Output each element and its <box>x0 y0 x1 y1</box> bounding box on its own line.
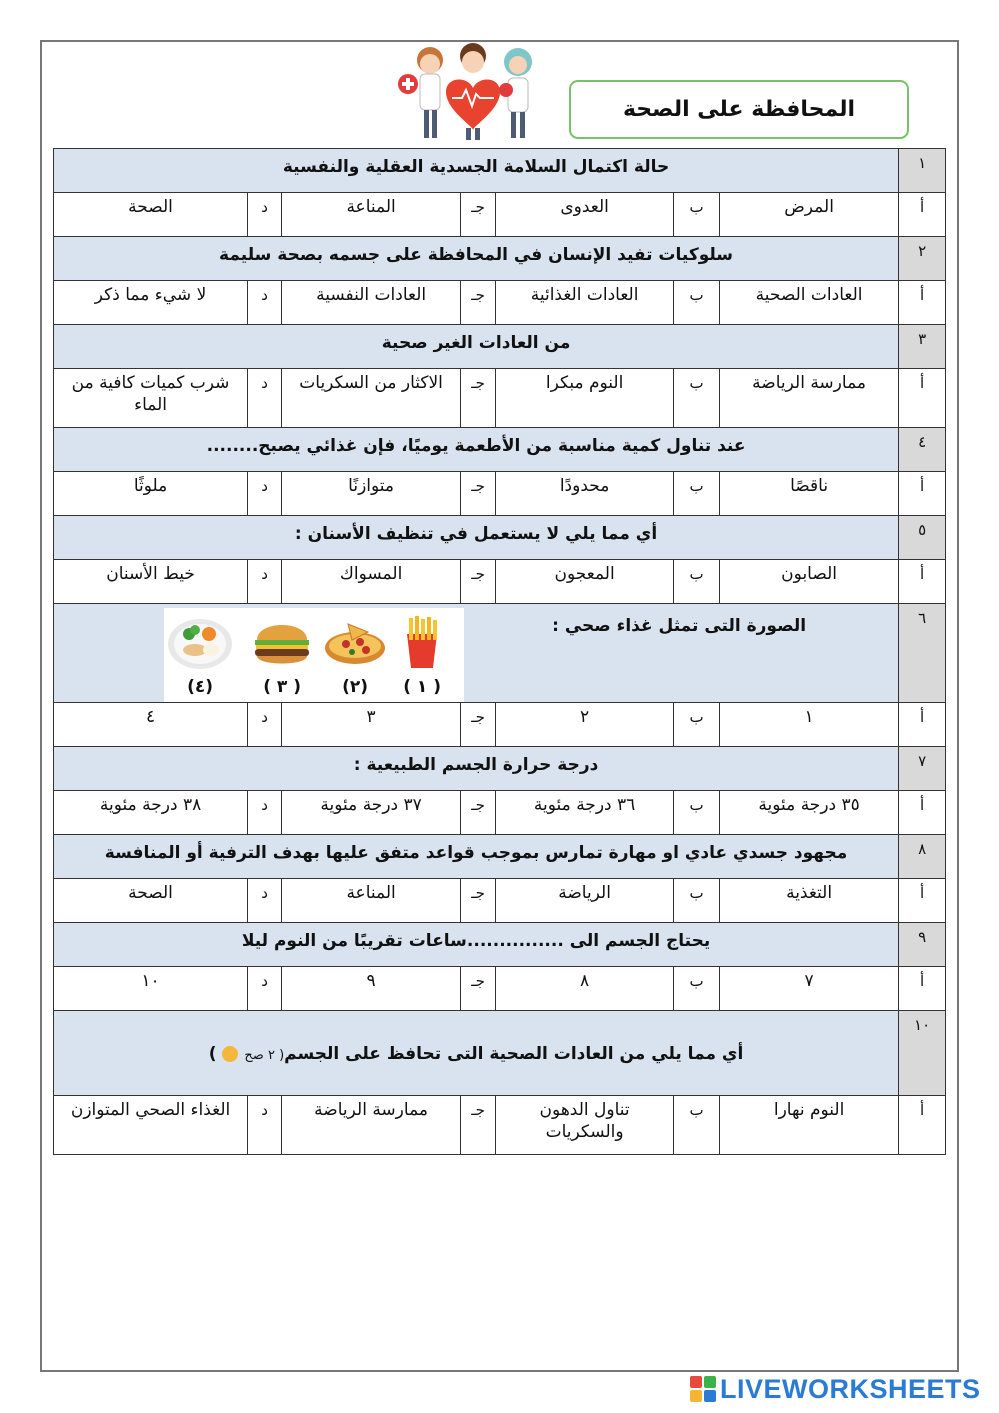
answer-option[interactable]: ممارسة الرياضة <box>282 1096 461 1155</box>
option-letter: ب <box>674 560 720 604</box>
answer-option[interactable]: تناول الدهون والسكريات <box>496 1096 674 1155</box>
option-letter: أ <box>899 281 946 325</box>
question-row <box>54 149 946 193</box>
question-number: ٢ <box>899 237 946 281</box>
answer-option[interactable]: المناعة <box>282 193 461 237</box>
answer-option[interactable]: ٩ <box>282 967 461 1011</box>
answer-option[interactable]: الصحة <box>54 879 248 923</box>
question-row <box>54 747 946 791</box>
option-letter: أ <box>899 560 946 604</box>
option-letter: د <box>248 369 282 428</box>
answer-row <box>54 472 946 516</box>
food-option-label: ( ٣ ) <box>263 677 301 697</box>
smile-icon <box>222 1046 238 1062</box>
answer-option[interactable]: العادات النفسية <box>282 281 461 325</box>
option-letter: أ <box>899 879 946 923</box>
answer-option[interactable]: الرياضة <box>496 879 674 923</box>
answer-row <box>54 1096 946 1155</box>
option-letter: د <box>248 967 282 1011</box>
quiz-table <box>53 148 946 1155</box>
option-letter: جـ <box>461 281 496 325</box>
food-option-3 <box>248 614 316 698</box>
option-letter: أ <box>899 703 946 747</box>
food-option-4 <box>166 614 234 698</box>
liveworksheets-brand: LIVEWORKSHEETS <box>720 1373 981 1404</box>
option-letter: جـ <box>461 879 496 923</box>
question-text: أي مما يلي من العادات الصحية التى تحافظ على الجسم( ٢ صح ) <box>54 1011 899 1096</box>
question-number: ٣ <box>899 325 946 369</box>
liveworksheets-logo <box>690 1374 981 1404</box>
question-text: مجهود جسدي عادي او مهارة تمارس بموجب قواعد متفق عليها بهدف الترفية أو المنافسة <box>54 835 899 879</box>
question-number: ٥ <box>899 516 946 560</box>
answer-row <box>54 967 946 1011</box>
page-title: المحافظة على الصحة <box>569 80 909 139</box>
answer-row <box>54 193 946 237</box>
question-row <box>54 1011 946 1096</box>
answer-option[interactable]: المعجون <box>496 560 674 604</box>
answer-row <box>54 281 946 325</box>
question-text: أي مما يلي لا يستعمل في تنظيف الأسنان : <box>54 516 899 560</box>
option-letter: ب <box>674 1096 720 1155</box>
option-letter: أ <box>899 472 946 516</box>
option-letter: ب <box>674 472 720 516</box>
answer-option[interactable]: ١ <box>720 703 899 747</box>
question-text: من العادات الغير صحية <box>54 325 899 369</box>
option-letter: جـ <box>461 967 496 1011</box>
answer-option[interactable]: ٤ <box>54 703 248 747</box>
points-note: ( ٢ صح <box>244 1048 285 1063</box>
option-letter: ب <box>674 703 720 747</box>
question-row <box>54 604 946 703</box>
question-number: ٩ <box>899 923 946 967</box>
option-letter: أ <box>899 967 946 1011</box>
option-letter: د <box>248 791 282 835</box>
question-row <box>54 516 946 560</box>
option-letter: د <box>248 879 282 923</box>
answer-option[interactable]: متوازنًا <box>282 472 461 516</box>
food-option-label: ( ١ ) <box>403 677 441 697</box>
option-letter: د <box>248 1096 282 1155</box>
option-letter: جـ <box>461 1096 496 1155</box>
answer-option[interactable]: خيط الأسنان <box>54 560 248 604</box>
answer-row <box>54 879 946 923</box>
option-letter: أ <box>899 193 946 237</box>
answer-option[interactable]: ٣٦ درجة مئوية <box>496 791 674 835</box>
answer-option[interactable]: محدودًا <box>496 472 674 516</box>
option-letter: جـ <box>461 560 496 604</box>
answer-option[interactable]: العادات الصحية <box>720 281 899 325</box>
question-text: حالة اكتمال السلامة الجسدية العقلية والنفسية <box>54 149 899 193</box>
option-letter: د <box>248 472 282 516</box>
answer-option[interactable]: الصحة <box>54 193 248 237</box>
question-text-label: الصورة التى تمثل غذاء صحي : <box>552 616 807 636</box>
option-letter: جـ <box>461 369 496 428</box>
option-letter: د <box>248 281 282 325</box>
question-row <box>54 428 946 472</box>
question-row <box>54 237 946 281</box>
option-letter: ب <box>674 281 720 325</box>
question-number: ٨ <box>899 835 946 879</box>
food-option-label: (٢) <box>342 677 369 697</box>
option-letter: ب <box>674 369 720 428</box>
answer-option[interactable]: الصابون <box>720 560 899 604</box>
option-letter: د <box>248 703 282 747</box>
answer-option[interactable]: المرض <box>720 193 899 237</box>
answer-option[interactable]: ملوثًا <box>54 472 248 516</box>
question-row <box>54 325 946 369</box>
answer-option[interactable]: ٣٧ درجة مئوية <box>282 791 461 835</box>
answer-option[interactable]: ٢ <box>496 703 674 747</box>
answer-option[interactable]: المناعة <box>282 879 461 923</box>
answer-option[interactable]: العادات الغذائية <box>496 281 674 325</box>
option-letter: جـ <box>461 472 496 516</box>
liveworksheets-logo-icon <box>690 1376 716 1402</box>
answer-option[interactable]: شرب كميات كافية من الماء <box>54 369 248 428</box>
question-text <box>54 604 899 703</box>
answer-option[interactable]: ناقصًا <box>720 472 899 516</box>
food-option-label: (٤) <box>187 677 214 697</box>
question-text: عند تناول كمية مناسبة من الأطعمة يوميًا، فإن غذائي يصبح........ <box>54 428 899 472</box>
option-letter: ب <box>674 879 720 923</box>
question-number: ١ <box>899 149 946 193</box>
question-row <box>54 923 946 967</box>
answer-option[interactable]: الغذاء الصحي المتوازن <box>54 1096 248 1155</box>
food-option-2 <box>321 614 389 698</box>
answer-option[interactable]: الاكثار من السكريات <box>282 369 461 428</box>
answer-row <box>54 703 946 747</box>
answer-option[interactable]: التغذية <box>720 879 899 923</box>
option-letter: جـ <box>461 703 496 747</box>
option-letter: ب <box>674 967 720 1011</box>
question-text: سلوكيات تفيد الإنسان في المحافظة على جسمه بصحة سليمة <box>54 237 899 281</box>
answer-row <box>54 369 946 428</box>
pizza-icon <box>322 614 388 670</box>
food-images <box>164 608 464 702</box>
question-number: ٦ <box>899 604 946 703</box>
option-letter: أ <box>899 369 946 428</box>
answer-option[interactable]: ٨ <box>496 967 674 1011</box>
option-letter: جـ <box>461 193 496 237</box>
question-number: ٧ <box>899 747 946 791</box>
option-letter: د <box>248 193 282 237</box>
option-letter: ب <box>674 193 720 237</box>
answer-option[interactable]: ٣ <box>282 703 461 747</box>
question-text: درجة حرارة الجسم الطبيعية : <box>54 747 899 791</box>
option-letter: أ <box>899 791 946 835</box>
question-text: يحتاج الجسم الى ...............ساعات تقريبًا من النوم ليلا <box>54 923 899 967</box>
food-option-1 <box>388 614 456 698</box>
option-letter: ب <box>674 791 720 835</box>
fries-icon <box>389 614 455 670</box>
option-letter: د <box>248 560 282 604</box>
answer-option[interactable]: ٣٨ درجة مئوية <box>54 791 248 835</box>
answer-row <box>54 791 946 835</box>
answer-option[interactable]: النوم نهارا <box>720 1096 899 1155</box>
option-letter: أ <box>899 1096 946 1155</box>
answer-option[interactable]: ١٠ <box>54 967 248 1011</box>
health-kids-illustration <box>388 40 548 144</box>
question-row <box>54 835 946 879</box>
burger-icon <box>249 614 315 670</box>
question-number: ١٠ <box>899 1011 946 1096</box>
answer-option[interactable]: العدوى <box>496 193 674 237</box>
question-number: ٤ <box>899 428 946 472</box>
option-letter: جـ <box>461 791 496 835</box>
answer-option[interactable]: لا شيء مما ذكر <box>54 281 248 325</box>
answer-option[interactable]: النوم مبكرا <box>496 369 674 428</box>
answer-option[interactable]: ٣٥ درجة مئوية <box>720 791 899 835</box>
answer-option[interactable]: ٧ <box>720 967 899 1011</box>
answer-row <box>54 560 946 604</box>
answer-option[interactable]: ممارسة الرياضة <box>720 369 899 428</box>
healthy-plate-icon <box>167 614 233 670</box>
answer-option[interactable]: المسواك <box>282 560 461 604</box>
question-text-label: أي مما يلي من العادات الصحية التى تحافظ على الجسم <box>284 1044 744 1064</box>
